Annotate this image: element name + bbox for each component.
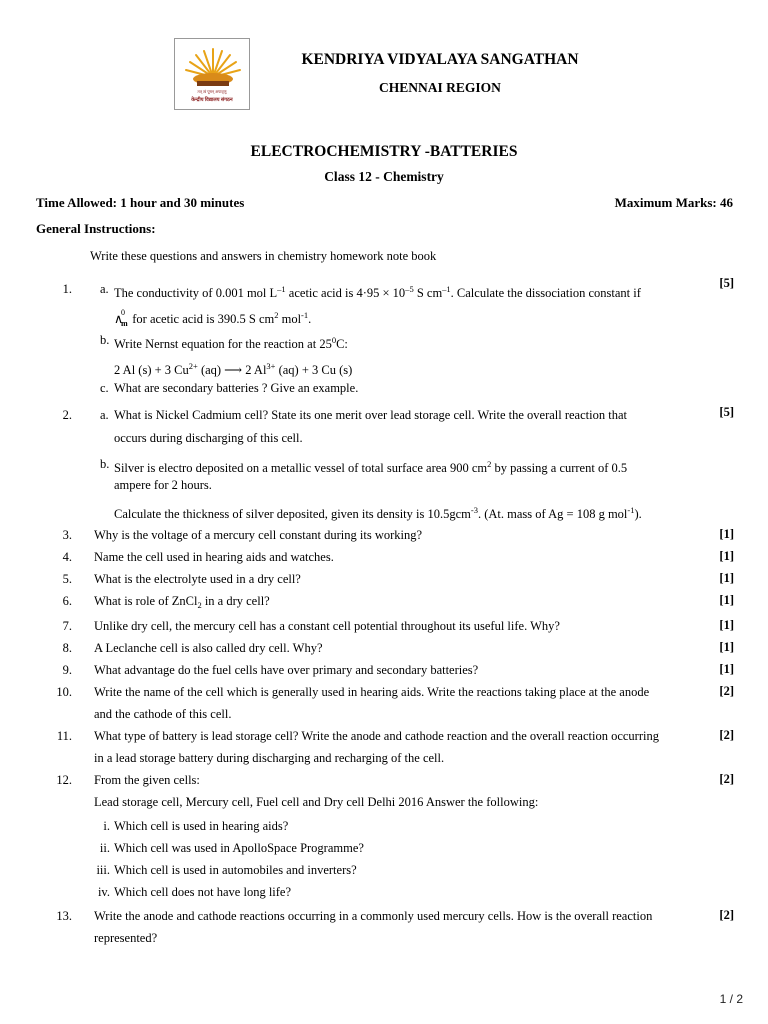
question-marks: [5] xyxy=(719,405,734,419)
q2-part-b-line2: ampere for 2 hours. xyxy=(114,478,212,492)
general-instructions-label: General Instructions: xyxy=(36,221,156,236)
sub-question-text: Which cell was used in ApolloSpace Programme? xyxy=(114,841,364,855)
q1-part-c-text: What are secondary batteries ? Give an example. xyxy=(114,381,359,395)
q1-reaction-equation: 2 Al (s) + 3 $Cu^{2+}$ (aq) ⟶ 2 $Al^{3+}$ (aq) + 3 Cu (s) xyxy=(114,361,353,377)
sub-question-label: ii. xyxy=(99,841,110,855)
question-marks: [2] xyxy=(719,684,734,698)
general-instructions-text: Write these questions and answers in chemistry homework note book xyxy=(90,249,437,263)
question-text: Why is the voltage of a mercury cell constant during its working? xyxy=(94,528,423,542)
question-text: Unlike dry cell, the mercury cell has a constant cell potential throughout its useful life. Why? xyxy=(94,619,560,633)
question-number: 8. xyxy=(62,641,72,655)
q1-part-a-line1: The conductivity of 0.001 mol $L^{-1}$ acetic acid is $4\cdot 95 \times 10^{-5}$ S $cm^{-1}$. Calculate the dissociation constant if xyxy=(114,284,641,300)
question-number: 12. xyxy=(56,773,72,787)
paper-subtitle: Class 12 - Chemistry xyxy=(324,169,444,184)
sub-question-label: iii. xyxy=(96,863,110,877)
question-text-line2: Lead storage cell, Mercury cell, Fuel cell and Dry cell Delhi 2016 Answer the following: xyxy=(94,795,539,809)
q1-part-a-label: a. xyxy=(100,282,109,296)
question-marks: [2] xyxy=(719,728,734,742)
sub-question-label: i. xyxy=(103,819,110,833)
logo-caption: केन्द्रीय विद्यालय संगठन xyxy=(191,98,233,103)
question-number: 3. xyxy=(62,528,72,542)
sub-question-label: iv. xyxy=(97,885,110,899)
q1-part-b-label: b. xyxy=(100,333,110,347)
region-name: CHENNAI REGION xyxy=(379,80,501,95)
question-number: 1. xyxy=(62,282,72,296)
question-number: 5. xyxy=(62,572,72,586)
q2-part-a-label: a. xyxy=(100,408,109,422)
question-marks: [2] xyxy=(719,908,734,922)
question-text-line1: Write the name of the cell which is generally used in hearing aids. Write the reactions taking place at the anode xyxy=(94,685,650,699)
question-text-line1: From the given cells: xyxy=(94,773,200,787)
question-number: 13. xyxy=(56,909,72,923)
org-name: KENDRIYA VIDYALAYA SANGATHAN xyxy=(301,51,579,68)
question-marks: [2] xyxy=(719,772,734,786)
kvs-logo xyxy=(174,38,250,110)
q1-part-c-label: c. xyxy=(100,381,109,395)
max-marks: Maximum Marks: 46 xyxy=(614,195,733,210)
q2-part-a-line2: occurs during discharging of this cell. xyxy=(114,431,303,445)
paper-title: ELECTROCHEMISTRY -BATTERIES xyxy=(250,143,518,160)
question-number: 2. xyxy=(62,408,72,422)
question-marks: [1] xyxy=(719,640,734,654)
sub-question-text: Which cell does not have long life? xyxy=(114,885,292,899)
question-number: 11. xyxy=(56,729,72,743)
question-marks: [1] xyxy=(719,662,734,676)
q1-part-b-line1: Write Nernst equation for the reaction at $25^0C$: xyxy=(114,335,348,351)
q2-part-b-line3: Calculate the thickness of silver deposited, given its density is 10.5gcm$^{-3}$. (At. mass of Ag = 108 g mol$^{-1}$). xyxy=(114,505,642,521)
question-text: What is role of ZnCl$_2$ in a dry cell? xyxy=(94,594,270,610)
question-marks: [1] xyxy=(719,618,734,632)
question-text: What is the electrolyte used in a dry cell? xyxy=(94,572,301,586)
q2-part-b-label: b. xyxy=(100,457,110,471)
question-text-line1: Write the anode and cathode reactions occurring in a commonly used mercury cells. How is the overall reaction xyxy=(94,909,653,923)
question-text: Name the cell used in hearing aids and watches. xyxy=(94,550,334,564)
question-text: A Leclanche cell is also called dry cell. Why? xyxy=(94,641,323,655)
question-number: 9. xyxy=(62,663,72,677)
question-text-line1: What type of battery is lead storage cell? Write the anode and cathode reaction and the overall reaction occurring xyxy=(94,729,659,743)
logo-motto: तत् त्वं पूषन् अपावृणु xyxy=(197,89,227,94)
sub-question-text: Which cell is used in automobiles and inverters? xyxy=(114,863,357,877)
question-number: 10. xyxy=(56,685,72,699)
question-number: 7. xyxy=(62,619,72,633)
question-number: 6. xyxy=(62,594,72,608)
sub-question-text: Which cell is used in hearing aids? xyxy=(114,819,289,833)
question-text-line2: represented? xyxy=(94,931,158,945)
page-number: 1 / 2 xyxy=(719,992,743,1006)
question-text-line2: in a lead storage battery during discharging and recharging of the cell. xyxy=(94,751,445,765)
q2-part-a-line1: What is Nickel Cadmium cell? State its one merit over lead storage cell. Write the overall reaction that xyxy=(114,408,627,422)
question-marks: [1] xyxy=(719,571,734,585)
question-marks: [1] xyxy=(719,593,734,607)
question-marks: [5] xyxy=(719,276,734,290)
question-number: 4. xyxy=(62,550,72,564)
q2-part-b-line1: Silver is electro deposited on a metallic vessel of total surface area 900 $cm^2$ by passing a current of 0.5 xyxy=(114,459,628,475)
question-marks: [1] xyxy=(719,527,734,541)
q1-part-a-line2: ∧ 0 m for acetic acid is 390.5 S $cm^2$ mol$^{-1}$. xyxy=(114,308,312,328)
question-text: What advantage do the fuel cells have over primary and secondary batteries? xyxy=(94,663,479,677)
time-allowed: Time Allowed: 1 hour and 30 minutes xyxy=(36,195,245,210)
question-text-line2: and the cathode of this cell. xyxy=(94,707,232,721)
question-marks: [1] xyxy=(719,549,734,563)
